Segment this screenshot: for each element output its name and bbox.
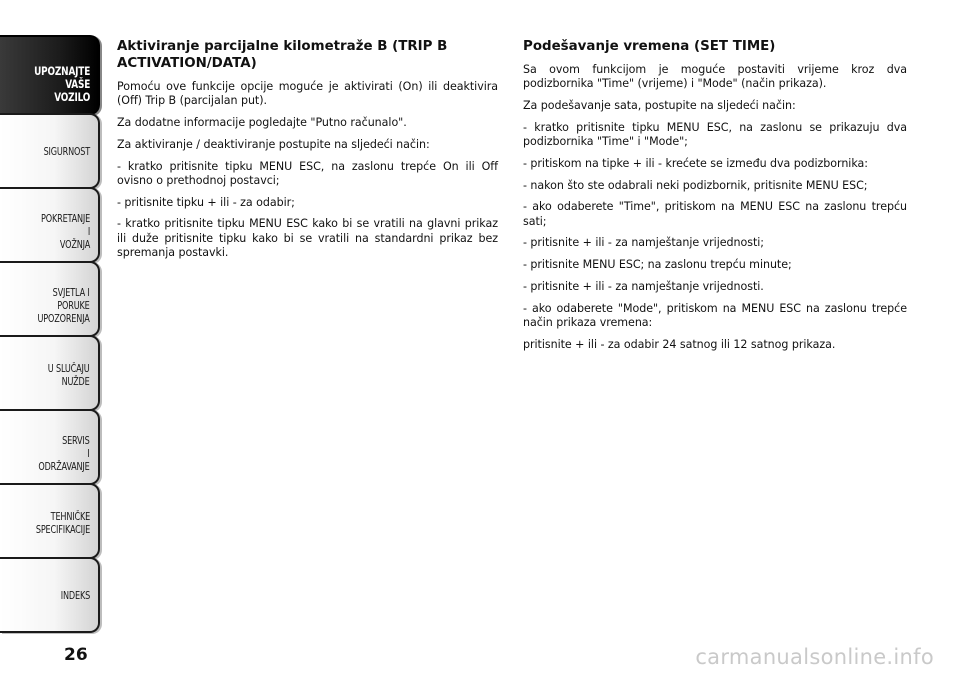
tab-label: UPOZNAJTE VAŠE VOZILO <box>33 64 90 104</box>
left-column <box>117 38 498 268</box>
paragraph: - pritisnite + ili - za namještanje vrijednosti; <box>523 236 764 250</box>
tab-label: POKRETANJE I VOŽNJA <box>40 213 90 251</box>
paragraph: Za aktiviranje / deaktiviranje postupite na sljedeći način: <box>117 137 430 151</box>
tab-label: U SLUČAJU NUŽDE <box>48 363 90 388</box>
tab-label: SERVIS I ODRŽAVANJE <box>38 435 90 473</box>
paragraph: - ako odaberete "Time", pritiskom na MENU ESC na zaslonu trepću sati; <box>523 200 907 228</box>
right-column <box>523 38 907 360</box>
paragraph: Sa ovom funkcijom je moguće postaviti vrijeme kroz dva podizbornika "Time" (vrijeme) i "Mode" (način prikaza). <box>523 63 907 91</box>
tab-upoznajte-vase-vozilo[interactable] <box>0 35 100 115</box>
tab-label: SIGURNOST <box>43 146 90 158</box>
paragraph: - kratko pritisnite tipku MENU ESC, na zaslonu trepće On ili Off ovisno o prethodnoj postavci; <box>117 159 498 187</box>
paragraph: - kratko pritisnite tipku MENU ESC kako bi se vratili na glavni prikaz ili duže pritisnite tipku kako bi se vratili na standardni prikaz bez spremanja postavki. <box>117 217 498 259</box>
paragraph: Za dodatne informacije pogledajte "Putno računalo". <box>117 116 407 129</box>
paragraph: pritisnite + ili - za odabir 24 satnog ili 12 satnog prikaza. <box>523 337 836 351</box>
tab-label: INDEKS <box>60 590 90 602</box>
watermark: carmanualsonline.info <box>695 645 934 669</box>
page-number: 26 <box>64 645 88 665</box>
paragraph: - pritisnite + ili - za namještanje vrijednosti. <box>523 279 764 293</box>
paragraph: - kratko pritisnite tipku MENU ESC, na zaslonu se prikazuju dva podizbornika "Time" i "Mode"; <box>523 120 907 148</box>
section-heading-set-time: Podešavanje vremena (SET TIME) <box>523 39 776 54</box>
tab-u-slucaju-nuzde[interactable] <box>0 335 100 411</box>
paragraph: - pritisnite tipku + ili - za odabir; <box>117 195 295 209</box>
tab-label: TEHNIČKE SPECIFIKACIJE <box>35 511 90 536</box>
paragraph: Za podešavanje sata, postupite na sljedeći način: <box>523 99 796 112</box>
paragraph: - ako odaberete "Mode", pritiskom na MENU ESC na zaslonu trepće način prikaza vremena: <box>523 301 907 329</box>
section-heading-trip-b: Aktiviranje parcijalne kilometraže B (TRIP B ACTIVATION/DATA) <box>117 39 448 71</box>
paragraph: - nakon što ste odabrali neki podizbornik, pritisnite MENU ESC; <box>523 178 868 192</box>
tab-tehnicke-specifikacije[interactable] <box>0 483 100 559</box>
tab-svjetla-i-poruke[interactable] <box>0 261 100 337</box>
paragraph: - pritiskom na tipke + ili - krećete se između dva podizbornika: <box>523 156 868 170</box>
tab-pokretanje-i-voznja[interactable] <box>0 187 100 263</box>
tab-indeks[interactable] <box>0 557 100 633</box>
tab-sigurnost[interactable] <box>0 113 100 189</box>
tab-servis-i-odrzavanje[interactable] <box>0 409 100 485</box>
tab-label: SVJETLA I PORUKE UPOZORENJA <box>37 287 90 325</box>
paragraph: Pomoću ove funkcije opcije moguće je aktivirati (On) ili deaktivira (Off) Trip B (parcijalan put). <box>117 80 498 108</box>
paragraph: - pritisnite MENU ESC; na zaslonu trepću minute; <box>523 258 792 272</box>
